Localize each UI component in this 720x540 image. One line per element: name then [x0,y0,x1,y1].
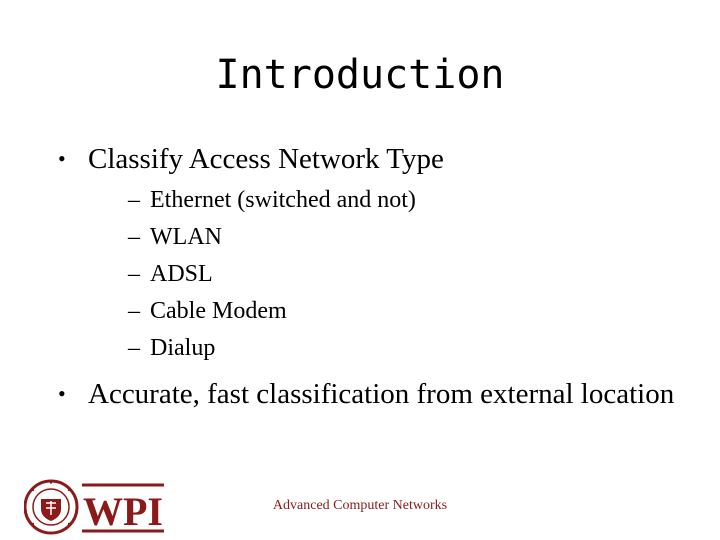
sub-item [128,182,698,219]
sub-item [128,293,698,330]
slide-title: Introduction [215,52,505,98]
bullet-text: Classify Access Network Type [88,143,444,175]
bullet-item [58,377,698,411]
dash-icon: – [128,261,140,287]
dash-icon: – [128,298,140,324]
sub-item-text: Ethernet (switched and not) [150,187,416,213]
dash-icon: – [128,224,140,250]
sub-item [128,330,698,367]
sub-item-text: ADSL [150,261,213,287]
sub-item-text: Dialup [150,335,216,361]
sub-item-text: Cable Modem [150,298,287,324]
bullet-dot-icon: • [58,146,66,171]
bullet-item [58,142,698,367]
footer-text: Advanced Computer Networks [272,498,448,513]
logo-text: WPI [83,489,163,534]
wpi-logo [24,479,166,540]
university-seal-icon [24,479,166,535]
dash-icon: – [128,187,140,213]
dash-icon: – [128,335,140,361]
bullet-list [58,142,698,411]
sub-list [128,182,698,367]
bullet-text: Accurate, fast classification from external location [88,378,675,410]
sub-item [128,219,698,256]
sub-item [128,256,698,293]
bullet-dot-icon: • [58,381,66,406]
sub-item-text: WLAN [150,224,222,250]
